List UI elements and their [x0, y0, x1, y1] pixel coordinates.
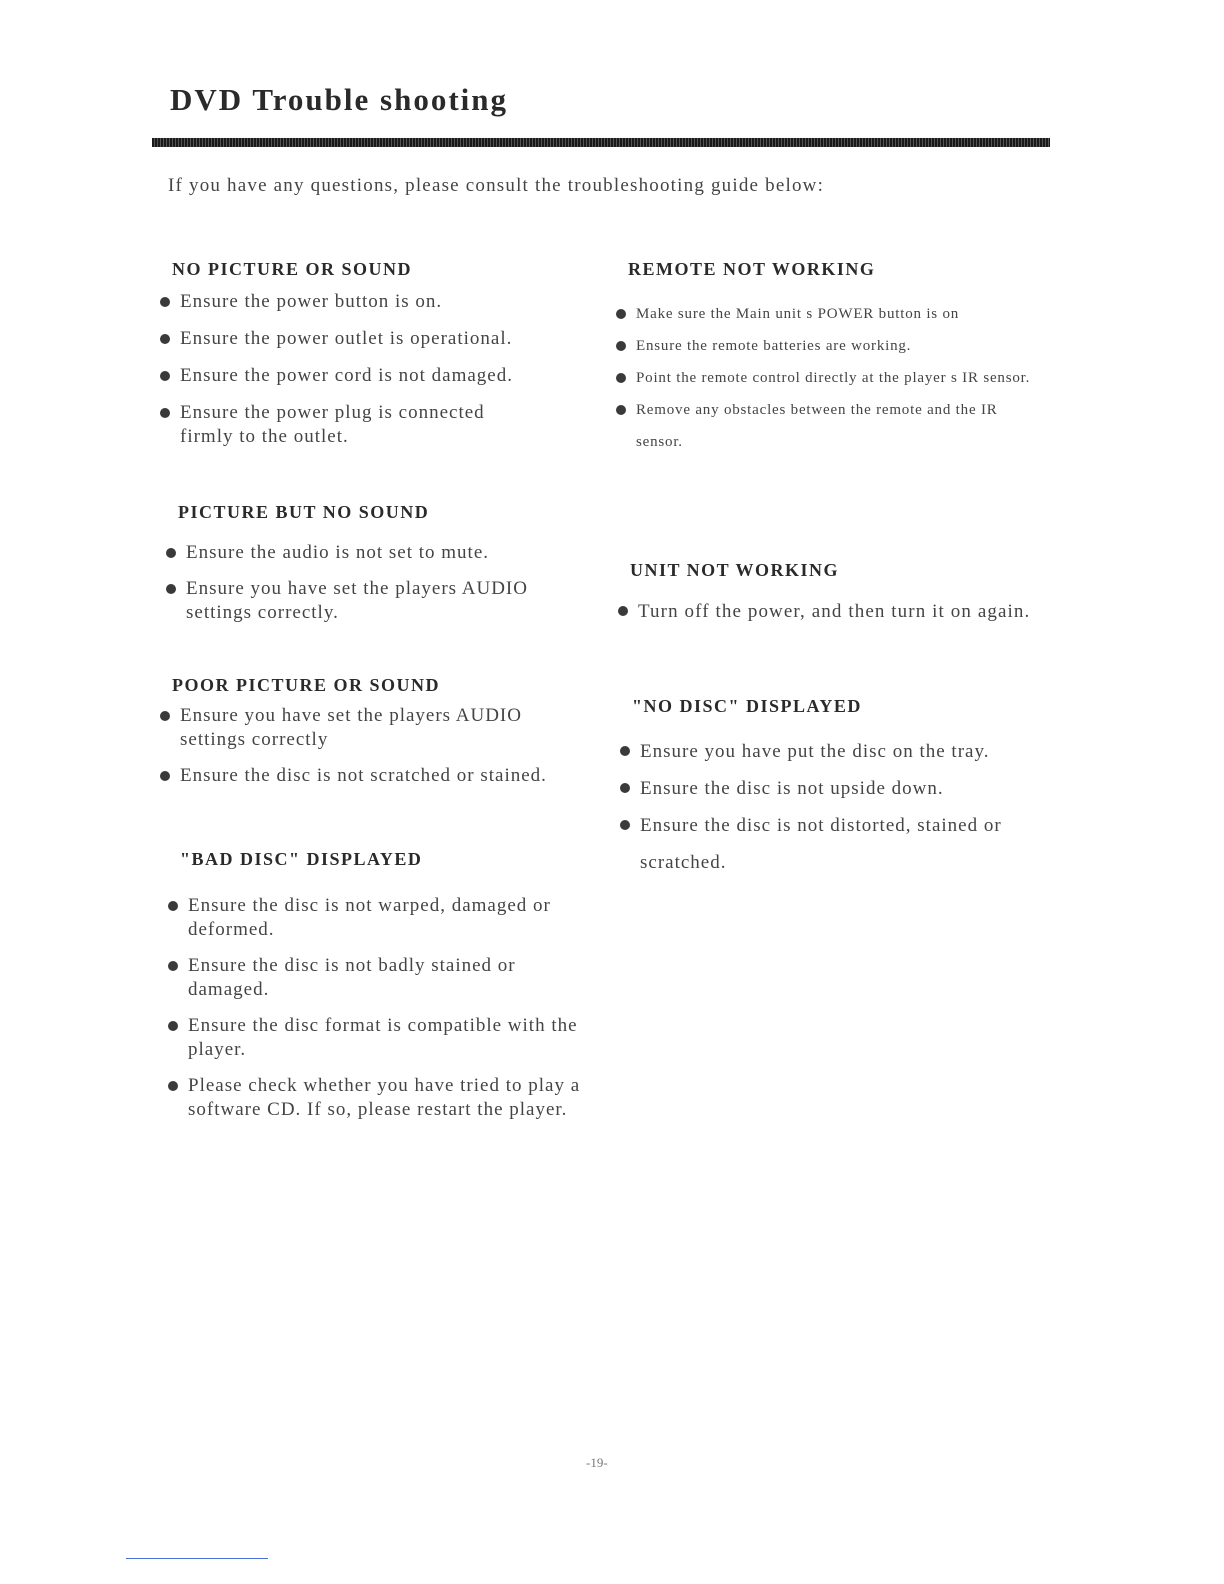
section-heading: POOR PICTURE OR SOUND	[158, 671, 448, 700]
section-heading: NO PICTURE OR SOUND	[158, 255, 420, 284]
section-remote-not-working	[614, 255, 1044, 458]
list-item: Ensure the power cord is not damaged.	[158, 364, 578, 388]
section-heading: "BAD DISC" DISPLAYED	[166, 845, 430, 874]
list-item: Ensure the disc is not badly stained or damaged.	[166, 954, 548, 1002]
list-item: Ensure the disc is not distorted, stained or scratched.	[618, 807, 1040, 881]
section-no-picture-or-sound	[158, 255, 578, 462]
intro-text: If you have any questions, please consult the troubleshooting guide below:	[168, 175, 825, 196]
section-unit-not-working	[616, 556, 1076, 630]
list-item: Ensure the disc format is compatible with the player.	[166, 1014, 578, 1062]
list-item: Ensure the power button is on.	[158, 290, 578, 314]
list-item: Ensure the audio is not set to mute.	[164, 541, 584, 565]
list-item: Ensure the disc is not warped, damaged or deformed.	[166, 894, 578, 942]
item-list	[616, 593, 1076, 630]
item-list	[158, 290, 578, 449]
section-heading: "NO DISC" DISPLAYED	[618, 692, 870, 721]
list-item: Make sure the Main unit s POWER button is on	[614, 298, 1044, 330]
item-list	[618, 733, 1048, 881]
list-item: Ensure the power plug is connected firmly to the outlet.	[158, 401, 520, 449]
item-list	[614, 298, 1044, 458]
list-item: Ensure you have set the players AUDIO settings correctly.	[164, 577, 556, 625]
section-poor-picture-or-sound	[158, 671, 578, 800]
section-picture-but-no-sound	[164, 498, 584, 637]
list-item: Ensure you have put the disc on the tray.	[618, 733, 1048, 770]
list-item: Ensure you have set the players AUDIO settings correctly	[158, 704, 550, 752]
list-item: Point the remote control directly at the player s IR sensor.	[614, 362, 1036, 394]
section-heading: UNIT NOT WORKING	[616, 556, 847, 585]
section-heading: PICTURE BUT NO SOUND	[164, 498, 437, 527]
section-bad-disc-displayed	[166, 845, 616, 1134]
list-item: Ensure the remote batteries are working.	[614, 330, 1044, 362]
item-list	[158, 704, 578, 788]
list-item: Turn off the power, and then turn it on again.	[616, 593, 1076, 630]
item-list	[164, 541, 584, 625]
title-rule	[152, 138, 1050, 147]
list-item: Ensure the power outlet is operational.	[158, 327, 578, 351]
item-list	[166, 894, 616, 1122]
page-title: DVD Trouble shooting	[170, 82, 509, 117]
list-item: Please check whether you have tried to play a software CD. If so, please restart the player.	[166, 1074, 618, 1122]
list-item: Ensure the disc is not upside down.	[618, 770, 1048, 807]
footer-line	[126, 1558, 268, 1559]
section-heading: REMOTE NOT WORKING	[614, 255, 883, 284]
page-number: -19-	[586, 1455, 608, 1470]
list-item: Remove any obstacles between the remote and the IR sensor.	[614, 394, 1036, 458]
section-no-disc-displayed	[618, 692, 1048, 881]
list-item: Ensure the disc is not scratched or stained.	[158, 764, 578, 788]
